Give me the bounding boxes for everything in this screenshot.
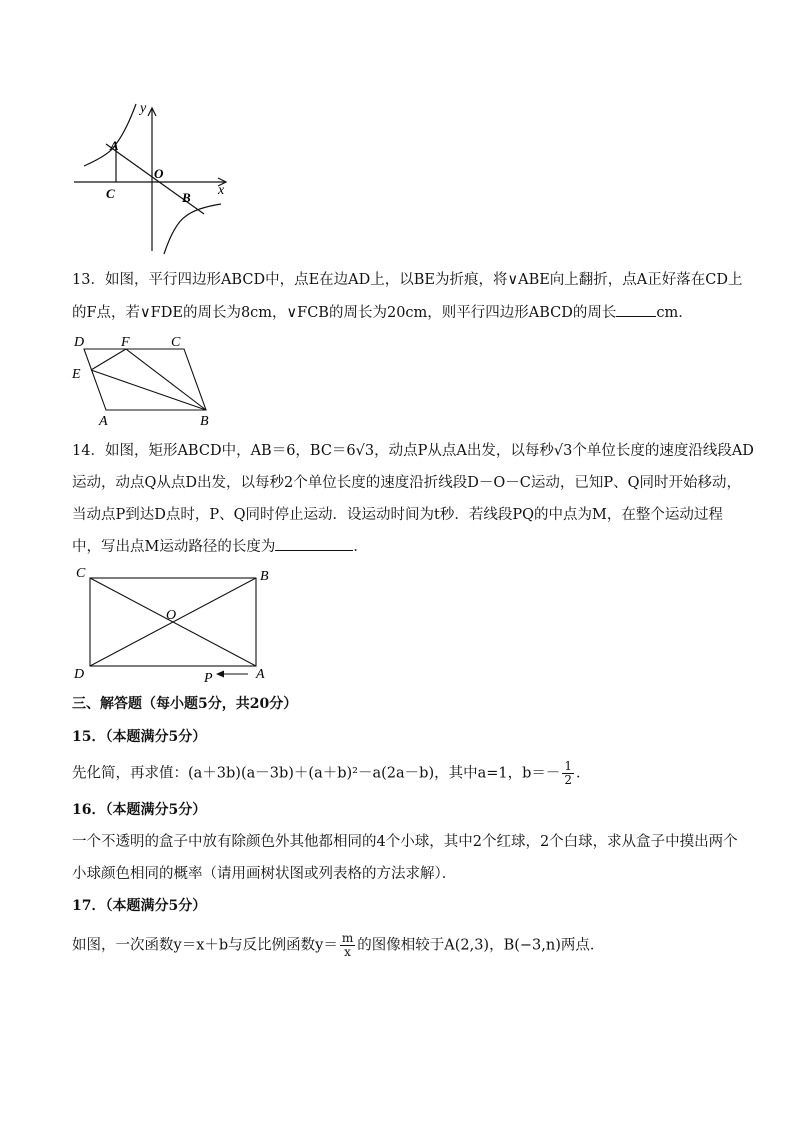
label-A: A (99, 414, 108, 429)
q17-head: 17．（本题满分5分） (72, 898, 207, 914)
hyperbola-upper-left (84, 104, 136, 166)
q14-line4 (72, 536, 368, 557)
segment-EB (91, 370, 206, 410)
parallelogram-ABCD (84, 349, 206, 410)
section3-title: 三、解答题（每小题5分，共20分） (72, 696, 298, 712)
q14-line4-end: ． (353, 539, 368, 555)
q15-body-text: 先化简，再求值：(a＋3b)(a－3b)＋(a＋b)²－a(2a－b)，其中a=1，b＝－ (72, 765, 561, 782)
q13-line2-unit: cm． (656, 305, 693, 321)
q16-line1: 一个不透明的盒子中放有除颜色外其他都相同的4个小球，其中2个红球，2个白球，求从盒子中摸出两个 (72, 834, 738, 850)
q14-line1: 14．如图，矩形ABCD中，AB＝6，BC＝6√3，动点P从点A出发，以每秒√3个单位长度的速度沿线段AD (72, 443, 754, 459)
q14-line4-text: 中，写出点M运动路径的长度为 (72, 539, 276, 555)
hyperbola-lower-right (164, 204, 221, 254)
label-C: C (106, 186, 115, 201)
label-y: y (140, 101, 147, 116)
arrow-head (216, 671, 224, 678)
q14-line2: 运动，动点Q从点D出发，以每秒2个单位长度的速度沿折线段D－O－C运动，已知P、Q同时开始移动， (72, 475, 741, 491)
label-O: O (166, 608, 177, 623)
q13-line2 (72, 302, 693, 323)
q14-answer-blank (275, 536, 353, 551)
q13-line2-text: 的F点，若∨FDE的周长为8cm，∨FCB的周长为20cm，则平行四边形ABCD的周长 (72, 305, 617, 321)
q15-body (72, 760, 591, 787)
q17-frac-num: m (341, 931, 354, 945)
q15-body-end: ． (576, 765, 591, 782)
label-D: D (74, 667, 85, 682)
q14-line3: 当动点P到达D点时，P、Q同时停止运动．设运动时间为t秒．若线段PQ的中点为M，在整个运动过程 (72, 507, 723, 523)
segment-FB (126, 349, 206, 410)
label-O: O (154, 166, 164, 181)
label-x: x (218, 183, 225, 198)
q17-body-text: 如图，一次函数y＝x＋b与反比例函数y＝ (72, 937, 338, 954)
q13-figure (66, 332, 226, 430)
q17-body (72, 932, 604, 959)
label-C: C (171, 335, 181, 350)
q15-fraction (562, 760, 574, 787)
label-B: B (200, 414, 209, 429)
label-B: B (182, 190, 191, 205)
label-E: E (72, 367, 81, 382)
label-P: P (204, 671, 213, 686)
q14-figure (66, 562, 286, 686)
q13-answer-blank (616, 302, 656, 317)
label-A: A (256, 667, 265, 682)
q17-fraction (340, 932, 355, 959)
q15-frac-den: 2 (564, 773, 573, 787)
q17-frac-den: x (344, 945, 351, 959)
q16-line2: 小球颜色相同的概率（请用画树状图或列表格的方法求解）． (72, 866, 457, 882)
label-F: F (121, 335, 130, 350)
q12-figure (66, 96, 236, 256)
q15-head: 15．（本题满分5分） (72, 729, 207, 745)
q16-head: 16．（本题满分5分） (72, 802, 207, 818)
q17-body-end: 的图像相较于A(2,3)，B(−3,n)两点． (357, 937, 605, 954)
label-A: A (110, 138, 119, 153)
q13-line1: 13．如图，平行四边形ABCD中，点E在边AD上，以BE为折痕，将∨ABE向上翻折，点A正好落在CD上 (72, 272, 743, 288)
q15-frac-num: 1 (564, 759, 573, 773)
label-D: D (74, 335, 85, 350)
segment-EF (91, 349, 126, 370)
label-C: C (76, 566, 86, 581)
label-B: B (260, 569, 269, 584)
